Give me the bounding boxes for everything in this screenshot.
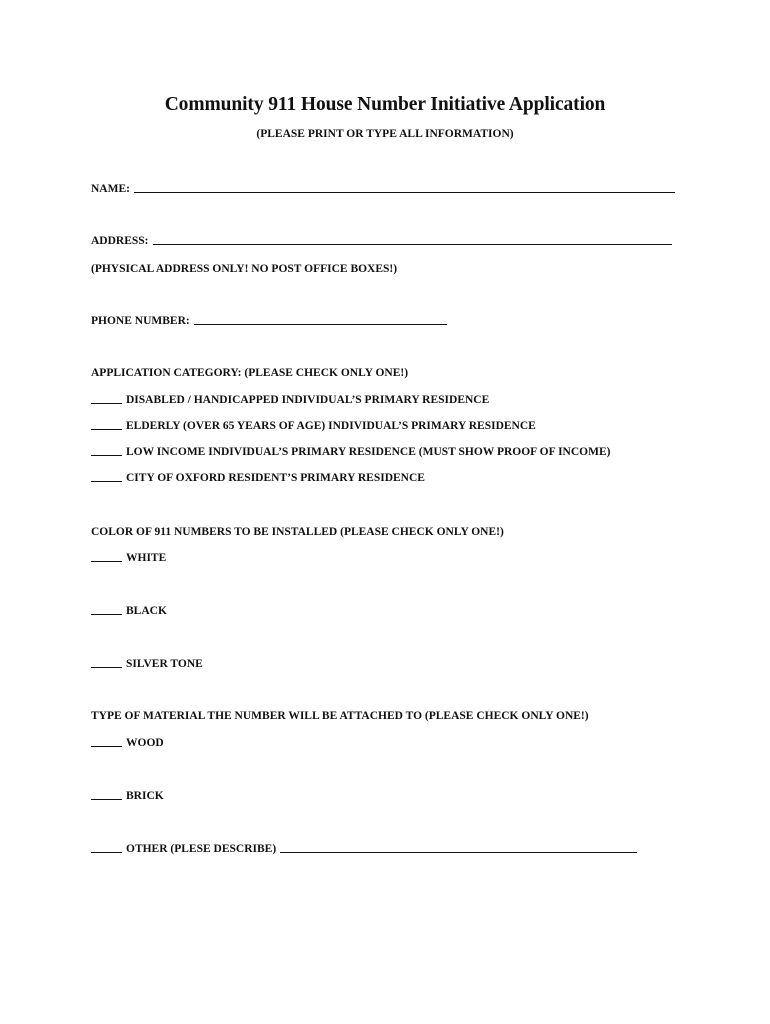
color-checkbox-blank[interactable] xyxy=(91,560,122,562)
category-checkbox-blank[interactable] xyxy=(91,402,122,404)
category-option-label: DISABLED / HANDICAPPED INDIVIDUAL’S PRIMARY RESIDENCE xyxy=(126,394,490,406)
other-material-description-field[interactable] xyxy=(280,851,637,853)
material-checkbox-blank[interactable] xyxy=(91,851,122,853)
color-option-label: SILVER TONE xyxy=(126,658,203,670)
address-field[interactable] xyxy=(153,243,672,245)
material-checkbox-blank[interactable] xyxy=(91,798,122,800)
form-title: Community 911 House Number Initiative Application xyxy=(164,94,606,115)
category-heading: APPLICATION CATEGORY: (PLEASE CHECK ONLY ONE!) xyxy=(91,367,409,379)
material-option-row xyxy=(91,790,164,802)
color-option-row xyxy=(91,552,166,564)
address-note: (PHYSICAL ADDRESS ONLY! NO POST OFFICE BOXES!) xyxy=(91,263,398,275)
material-heading: TYPE OF MATERIAL THE NUMBER WILL BE ATTACHED TO (PLEASE CHECK ONLY ONE!) xyxy=(91,710,589,722)
color-option-label: BLACK xyxy=(126,605,167,617)
category-option-row xyxy=(91,472,425,484)
category-option-label: CITY OF OXFORD RESIDENT’S PRIMARY RESIDENCE xyxy=(126,472,425,484)
form-subtitle: (PLEASE PRINT OR TYPE ALL INFORMATION) xyxy=(256,128,514,140)
color-option-row xyxy=(91,605,167,617)
color-option-row xyxy=(91,658,203,670)
category-option-row xyxy=(91,420,536,432)
material-option-row xyxy=(91,843,637,855)
name-label: NAME: xyxy=(91,183,130,195)
phone-field[interactable] xyxy=(194,323,447,325)
category-checkbox-blank[interactable] xyxy=(91,480,122,482)
material-option-label: WOOD xyxy=(126,737,164,749)
color-heading: COLOR OF 911 NUMBERS TO BE INSTALLED (PLEASE CHECK ONLY ONE!) xyxy=(91,526,504,538)
category-option-label: ELDERLY (OVER 65 YEARS OF AGE) INDIVIDUAL’S PRIMARY RESIDENCE xyxy=(126,420,536,432)
category-option-row xyxy=(91,446,610,458)
color-option-label: WHITE xyxy=(126,552,167,564)
material-option-label: OTHER (PLESE DESCRIBE) xyxy=(126,843,277,855)
category-option-label: LOW INCOME INDIVIDUAL’S PRIMARY RESIDENCE (MUST SHOW PROOF OF INCOME) xyxy=(126,446,611,458)
color-checkbox-blank[interactable] xyxy=(91,613,122,615)
name-row xyxy=(91,183,675,195)
address-row xyxy=(91,235,672,247)
material-checkbox-blank[interactable] xyxy=(91,745,122,747)
name-field[interactable] xyxy=(134,191,675,193)
category-option-row xyxy=(91,394,489,406)
phone-row xyxy=(91,315,447,327)
material-option-row xyxy=(91,737,164,749)
category-checkbox-blank[interactable] xyxy=(91,428,122,430)
category-checkbox-blank[interactable] xyxy=(91,454,122,456)
phone-label: PHONE NUMBER: xyxy=(91,315,190,327)
material-option-label: BRICK xyxy=(126,790,164,802)
address-label: ADDRESS: xyxy=(91,235,149,247)
color-checkbox-blank[interactable] xyxy=(91,666,122,668)
